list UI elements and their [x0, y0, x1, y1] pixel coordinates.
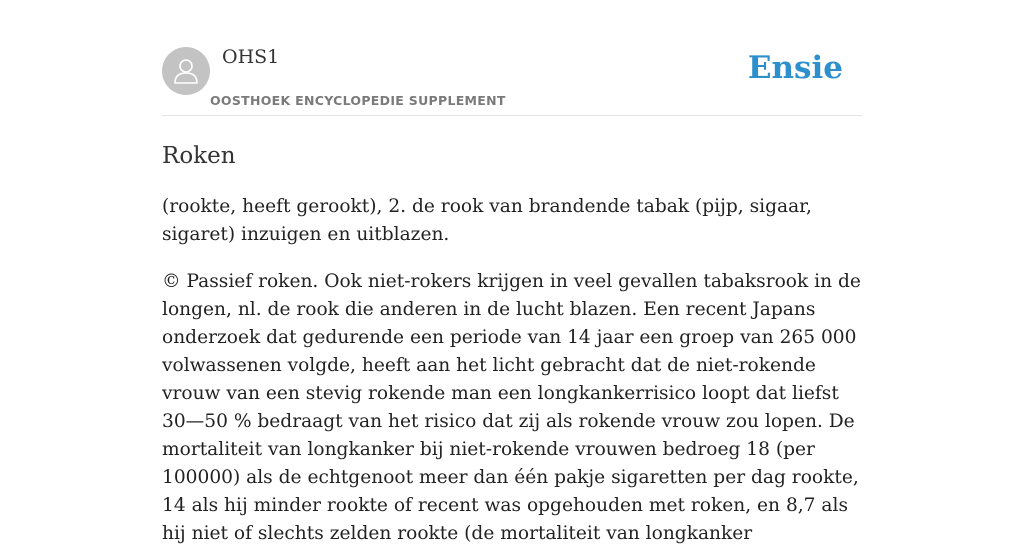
page-container: [162, 0, 862, 548]
source-subtitle[interactable]: OOSTHOEK ENCYCLOPEDIE SUPPLEMENT: [210, 93, 506, 108]
paragraph: (rookte, heeft gerookt), 2. de rook van brandende tabak (pijp, sigaar, sigaret) inzuigen en uitblazen.: [162, 196, 812, 245]
user-name[interactable]: OHS1: [222, 46, 280, 68]
brand-logo[interactable]: Ensie: [747, 50, 843, 86]
paragraph: © Passief roken. Ook niet-rokers krijgen in veel gevallen tabaksrook in de longen, nl. de rook die anderen in de lucht blazen. Een recent Japans onderzoek dat gedurende een periode van 14 jaar een groep van 265 000 volwassenen volgde, heeft aan het licht gebracht dat de niet-rokende vrouw van een stevig rokende man een longkankerrisico loopt dat liefst 30—50 % bedraagt van het risico dat zij als rokende vrouw zou lopen. De mortaliteit van longkanker bij niet-rokende vrouwen bedroeg 18 (per 100000) als de echtgenoot meer dan één pakje sigaretten per dag rookte, 14 als hij minder rookte of recent was opgehouden met roken, en 8,7 als hij niet of slechts zelden rookte (de mortaliteit van longkanker: [162, 271, 861, 544]
user-icon: [172, 56, 200, 86]
entry-header: [162, 0, 862, 116]
entry-body: [162, 193, 862, 548]
avatar[interactable]: [162, 47, 210, 95]
page-title: Roken: [162, 143, 236, 169]
